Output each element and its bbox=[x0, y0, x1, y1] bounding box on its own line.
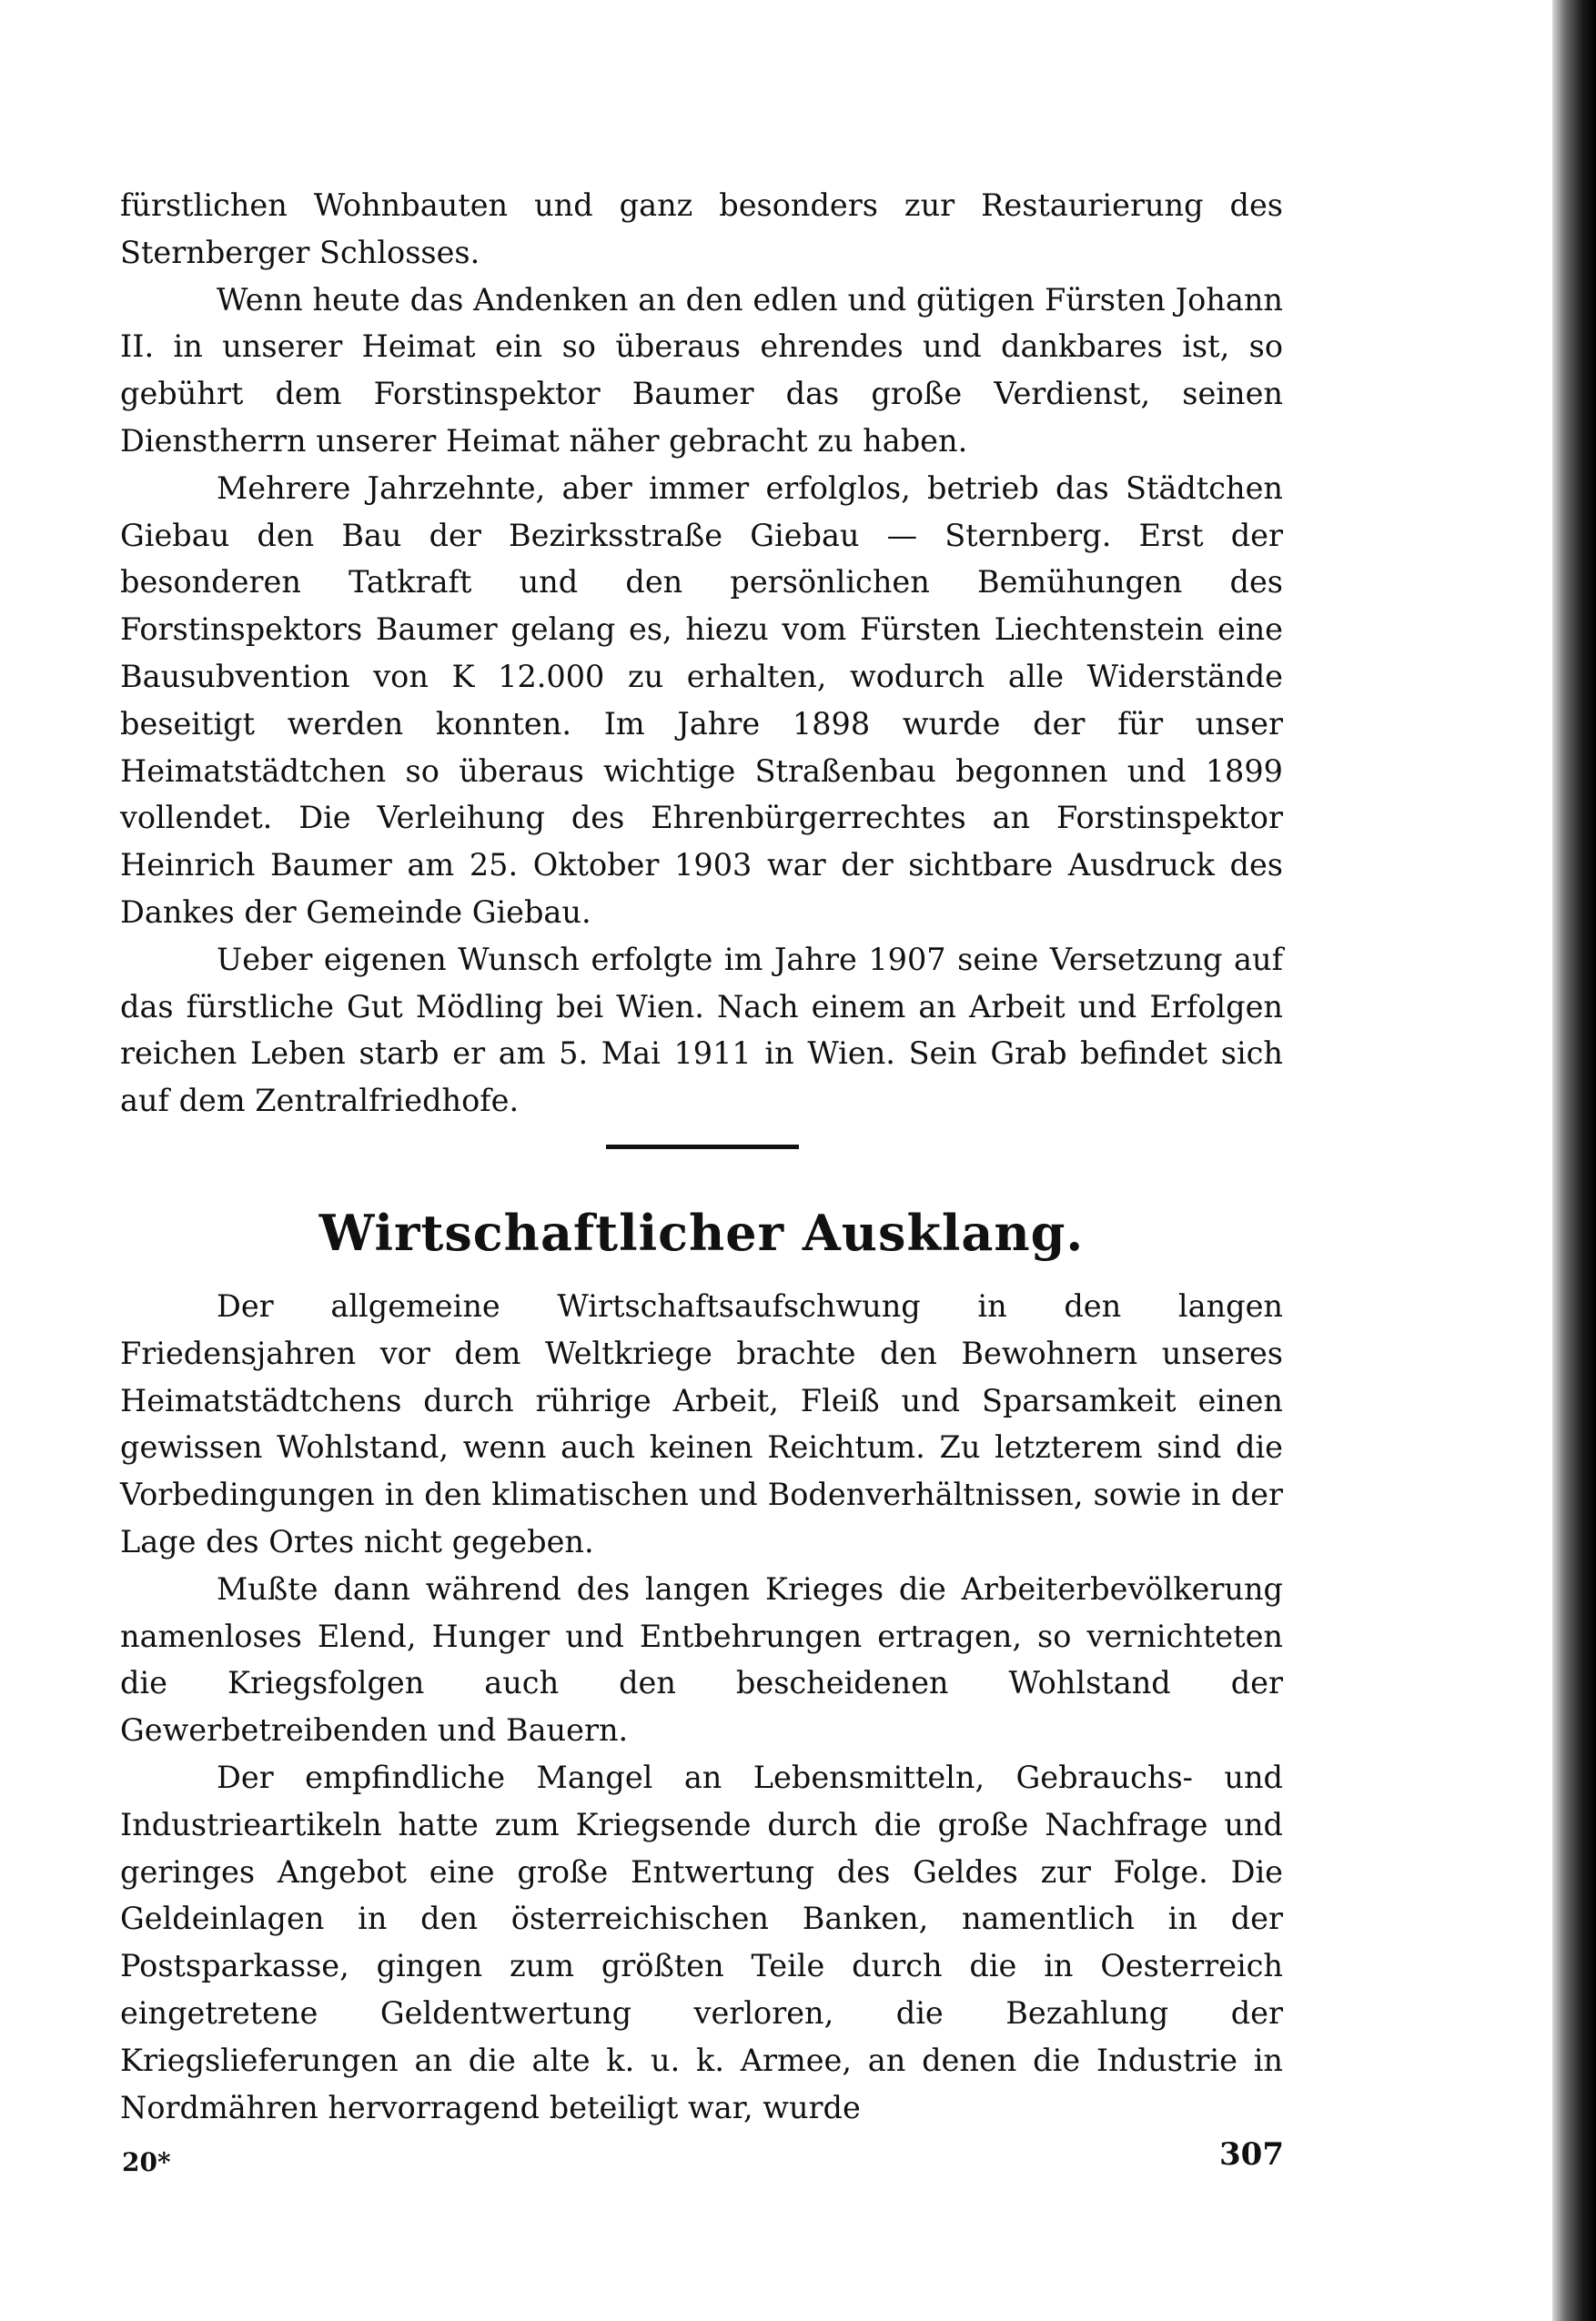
page-number: 307 bbox=[1219, 2136, 1284, 2173]
top-text-block bbox=[120, 182, 1283, 1125]
paragraph: Der empfindliche Mangel an Lebensmitteln, Gebrauchs- und Industrieartikeln hatte zum Kriegsende durch die große Nachfrage und geringes Angebot eine große Entwertung des Geldes zur Folge. Die Geldeinlagen in den österreichischen Banken, namentlich in der Postsparkasse, gingen zum größten Teile durch die in Oesterreich eingetretene Geldentwertung verloren, die Bezahlung der Kriegslieferungen an die alte k. u. k. Armee, an denen die Industrie in Nordmähren hervorragend beteiligt war, wurde bbox=[120, 1759, 1283, 2125]
section-separator-rule bbox=[606, 1145, 799, 1149]
book-binding-edge bbox=[1552, 0, 1596, 2321]
paragraph: Mußte dann während des langen Krieges die Arbeiterbevölkerung namenloses Elend, Hunger und Entbehrungen ertragen, so vernichteten die Kriegsfolgen auch den bescheidenen Wohlstand der Gewerbetreibenden und Bauern. bbox=[120, 1570, 1283, 1749]
signature-mark: 20* bbox=[122, 2147, 171, 2177]
paragraph: fürstlichen Wohnbauten und ganz besonders zur Restaurierung des Sternberger Schlosses. bbox=[120, 187, 1283, 270]
paragraph: Wenn heute das Andenken an den edlen und gütigen Fürsten Johann II. in unserer Heimat ein so überaus ehrendes und dankbares ist, so gebührt dem Forstinspektor Baumer das große Verdienst, seinen Dienstherrn unserer Heimat näher gebracht zu haben. bbox=[120, 281, 1283, 459]
section-title: Wirtschaftlicher Ausklang. bbox=[318, 1204, 1085, 1262]
paragraph: Ueber eigenen Wunsch erfolgte im Jahre 1907 seine Versetzung auf das fürstliche Gut Mödling bei Wien. Nach einem an Arbeit und Erfolgen reichen Leben starb er am 5. Mai 1911 in Wien. Sein Grab befindet sich auf dem Zentralfriedhofe. bbox=[120, 941, 1283, 1119]
paragraph: Der allgemeine Wirtschaftsaufschwung in den langen Friedensjahren vor dem Weltkriege brachte den Bewohnern unseres Heimatstädtchens durch rührige Arbeit, Fleiß und Sparsamkeit einen gewissen Wohlstand, wenn auch keinen Reichtum. Zu letzterem sind die Vorbedingungen in den klimatischen und Bodenverhältnissen, sowie in der Lage des Ortes nicht gegeben. bbox=[120, 1288, 1283, 1559]
bottom-text-block bbox=[120, 1283, 1283, 2131]
paragraph: Mehrere Jahrzehnte, aber immer erfolglos, betrieb das Städtchen Giebau den Bau der Bezirksstraße Giebau — Sternberg. Erst der besonderen Tatkraft und den persönlichen Bemühungen des Forstinspektors Baumer gelang es, hiezu vom Fürsten Liechtenstein eine Bausubvention von K 12.000 zu erhalten, wodurch alle Widerstände beseitigt werden konnten. Im Jahre 1898 wurde der für unser Heimatstädtchen so überaus wichtige Straßenbau begonnen und 1899 vollendet. Die Verleihung des Ehrenbürgerrechtes an Forstinspektor Heinrich Baumer am 25. Oktober 1903 war der sichtbare Ausdruck des Dankes der Gemeinde Giebau. bbox=[120, 469, 1283, 930]
